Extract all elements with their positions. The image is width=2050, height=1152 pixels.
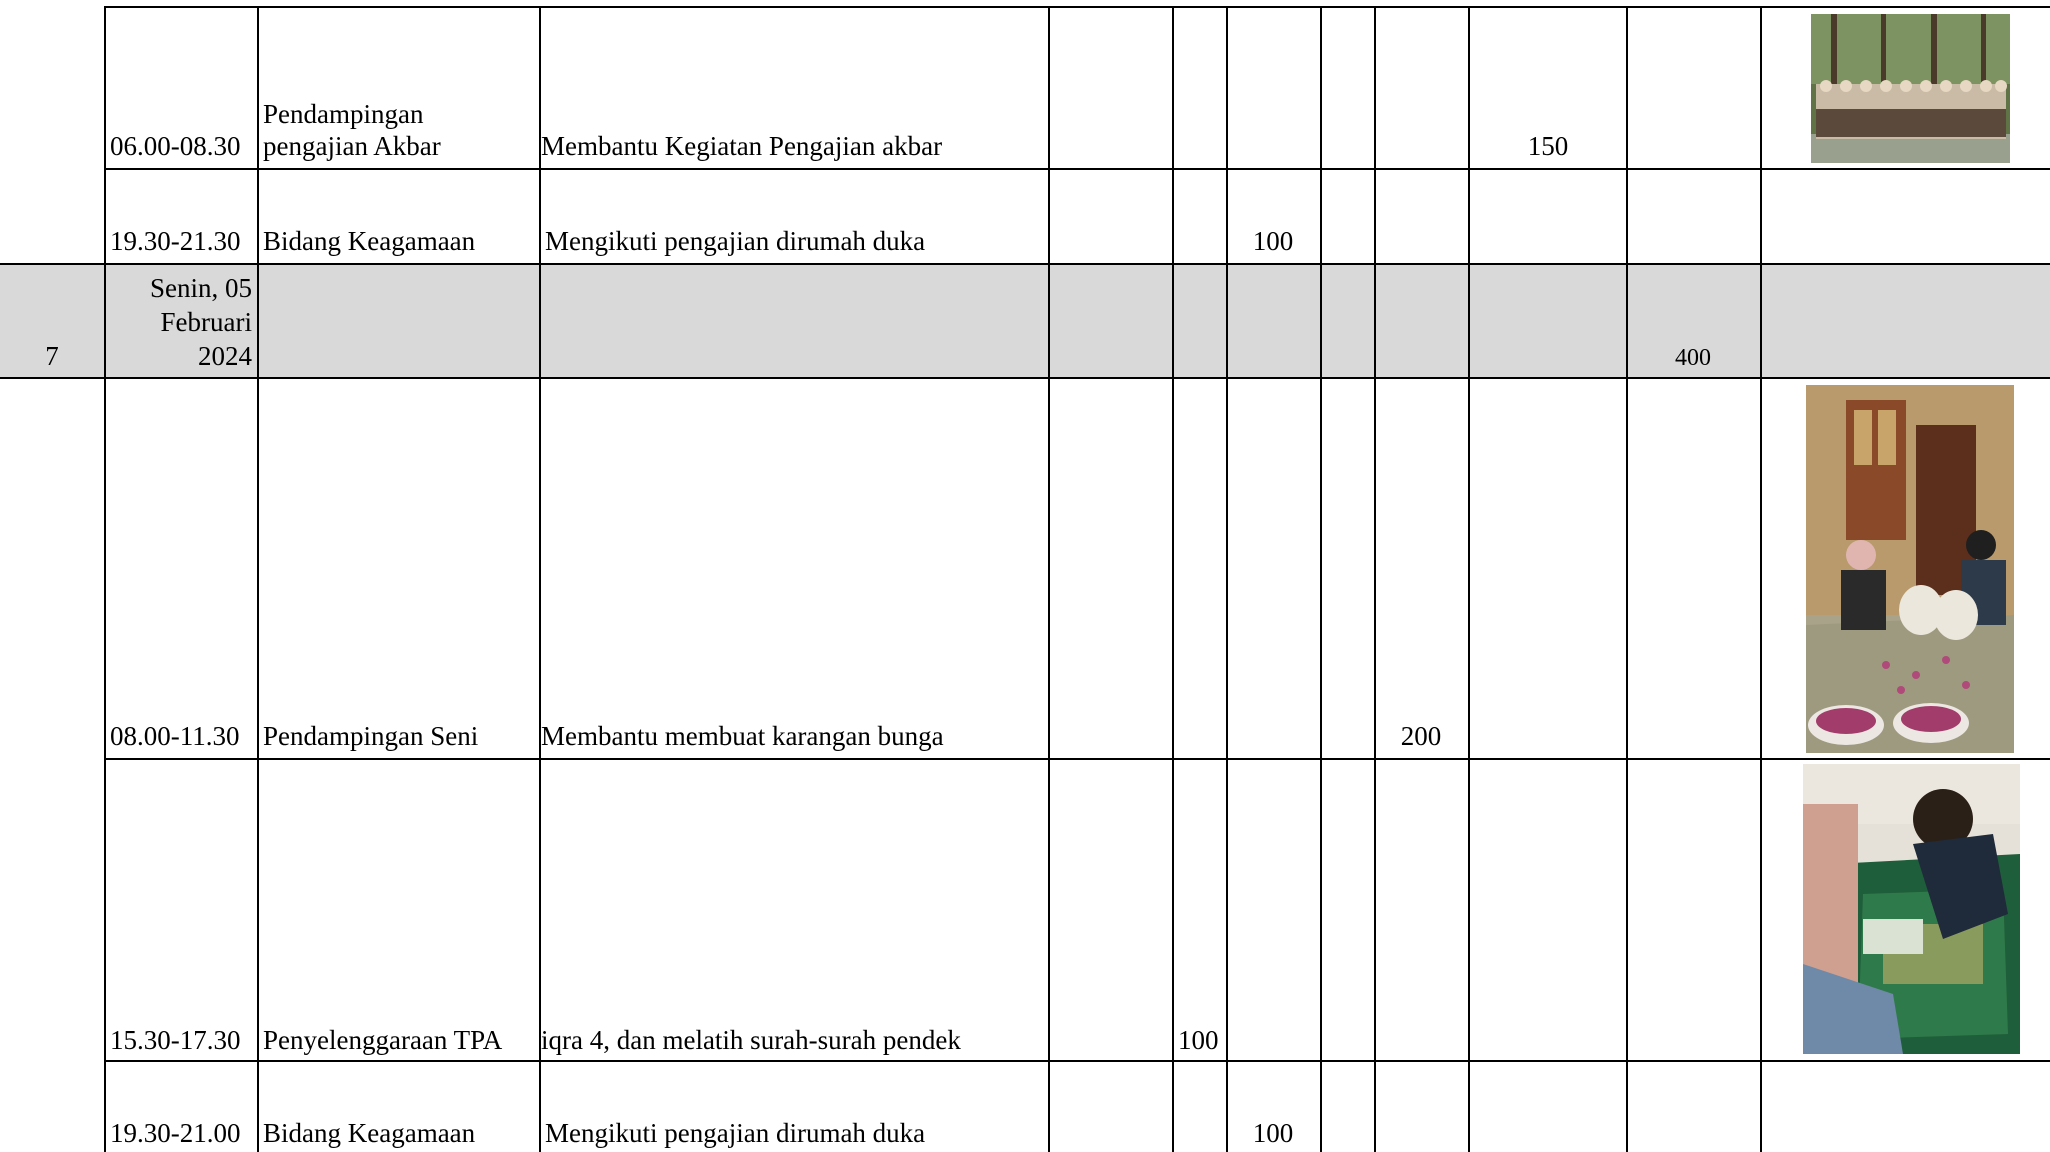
grid-line — [104, 1060, 2050, 1062]
value-cell: 100 — [1252, 1118, 1294, 1148]
date-cell: Senin, 05 — [149, 273, 252, 303]
grid-line — [104, 168, 2050, 170]
description-cell: iqra 4, dan melatih surah-surah pendek — [541, 1025, 961, 1055]
activity-cell: Penyelenggaraan TPA — [263, 1025, 503, 1055]
grid-line — [104, 758, 2050, 760]
time-cell: 08.00-11.30 — [110, 721, 240, 751]
date-cell: 2024 — [198, 341, 252, 371]
activity-cell: Pendampingan — [263, 99, 424, 129]
grid-line — [1320, 7, 1322, 1152]
activity-photo — [1811, 14, 2010, 163]
time-cell: 19.30-21.00 — [110, 1118, 241, 1148]
activity-cell: Bidang Keagamaan — [263, 1118, 476, 1148]
activity-cell: pengajian Akbar — [263, 131, 441, 161]
grid-line — [104, 7, 106, 1152]
activity-cell: Pendampingan Seni — [263, 721, 479, 751]
time-cell: 15.30-17.30 — [110, 1025, 241, 1055]
value-cell: 100 — [1178, 1025, 1219, 1055]
activity-photo — [1806, 385, 2014, 753]
time-cell: 19.30-21.30 — [110, 226, 241, 256]
grid-line — [1760, 7, 1762, 1152]
grid-line — [1172, 7, 1174, 1152]
grid-line — [104, 6, 2050, 8]
description-cell: Membantu membuat karangan bunga — [541, 721, 944, 751]
grid-line — [1468, 7, 1470, 1152]
activity-cell: Bidang Keagamaan — [263, 226, 476, 256]
total-cell: 400 — [1675, 345, 1711, 371]
value-cell: 100 — [1252, 226, 1294, 256]
tpa-teaching-photo-image — [1803, 764, 2020, 1054]
grid-line — [1626, 7, 1628, 1152]
activity-photo — [1803, 764, 2020, 1054]
row-number-cell: 7 — [45, 341, 59, 371]
description-cell: Mengikuti pengajian dirumah duka — [545, 1118, 926, 1148]
date-cell: Februari — [160, 307, 252, 337]
value-cell: 150 — [1527, 131, 1569, 161]
grid-line — [0, 377, 2050, 379]
description-cell: Mengikuti pengajian dirumah duka — [545, 226, 926, 256]
time-cell: 06.00-08.30 — [110, 131, 241, 161]
group-photo-image — [1811, 14, 2010, 163]
grid-line — [539, 7, 541, 1152]
flower-arranging-photo-image — [1806, 385, 2014, 753]
description-cell: Membantu Kegiatan Pengajian akbar — [541, 131, 943, 161]
grid-line — [257, 7, 259, 1152]
grid-line — [1226, 7, 1228, 1152]
grid-line — [0, 263, 2050, 265]
grid-line — [1048, 7, 1050, 1152]
value-cell: 200 — [1400, 721, 1442, 751]
grid-line — [1374, 7, 1376, 1152]
